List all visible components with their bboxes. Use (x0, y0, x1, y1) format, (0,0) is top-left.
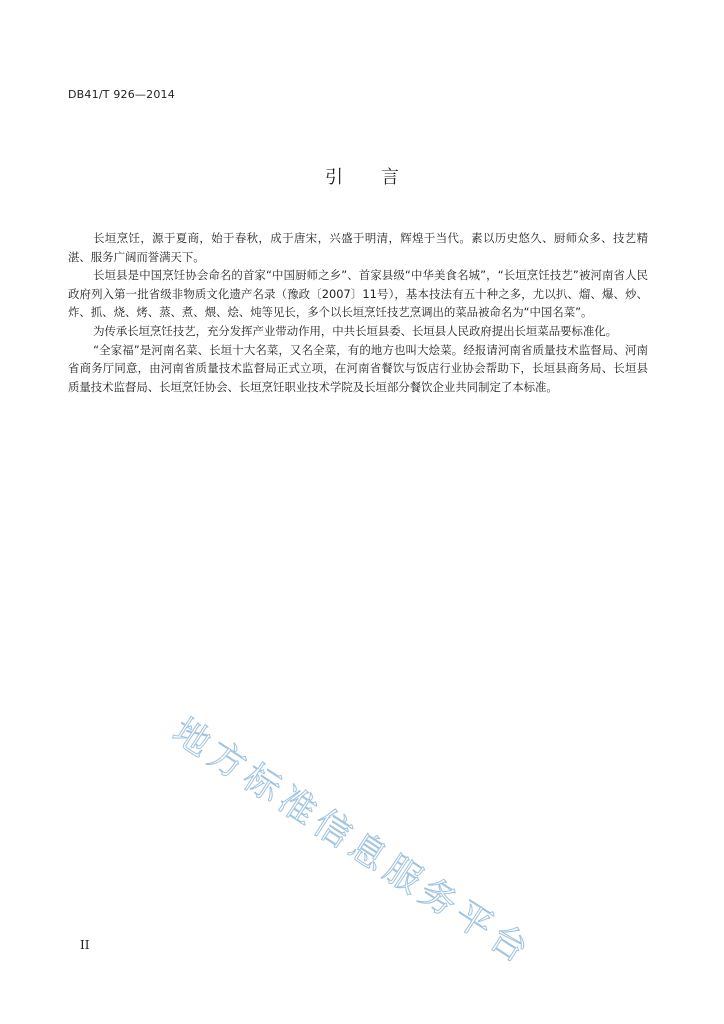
section-title (0, 163, 724, 189)
paragraph-2: 长垣县是中国烹饪协会命名的首家“中国厨师之乡”、首家县级“中华美食名城”，“长垣烹饪技艺”被河南省人民政府列入第一批省级非物质文化遗产名录（豫政〔2007〕11号），基本技法有五十种之多，尤以扒、熘、爆、炒、炸、抓、烧、烤、蒸、煮、煨、烩、炖等见长，多个以长垣烹饪技艺烹调出的菜品被命名为“中国名菜”。 (68, 268, 648, 320)
paragraph-3: 为传承长垣烹饪技艺，充分发挥产业带动作用，中共长垣县委、长垣县人民政府提出长垣菜品要标准化。 (93, 323, 618, 338)
paragraph-1: 长垣烹饪，源于夏商，始于春秋，成于唐宋，兴盛于明清，辉煌于当代。素以历史悠久、厨师众多、技艺精湛、服务广阔而誉满天下。 (68, 231, 648, 264)
watermark-text: 地方标准信息服务平台 (165, 710, 540, 974)
introduction-body (68, 229, 648, 396)
section-title-char-1: 引 (325, 167, 343, 188)
page-number: II (80, 938, 90, 952)
standard-code: DB41/T 926—2014 (68, 88, 175, 101)
section-title-char-2: 言 (381, 167, 399, 188)
paragraph-4: “全家福”是河南名菜、长垣十大名菜，又名全菜，有的地方也叫大烩菜。经报请河南省质量技术监督局、河南省商务厅同意，由河南省质量技术监督局正式立项，在河南省餐饮与饭店行业协会帮助下，长垣县商务局、长垣县质量技术监督局、长垣烹饪协会、长垣烹饪职业技术学院及长垣部分餐饮企业共同制定了本标准。 (68, 342, 648, 394)
